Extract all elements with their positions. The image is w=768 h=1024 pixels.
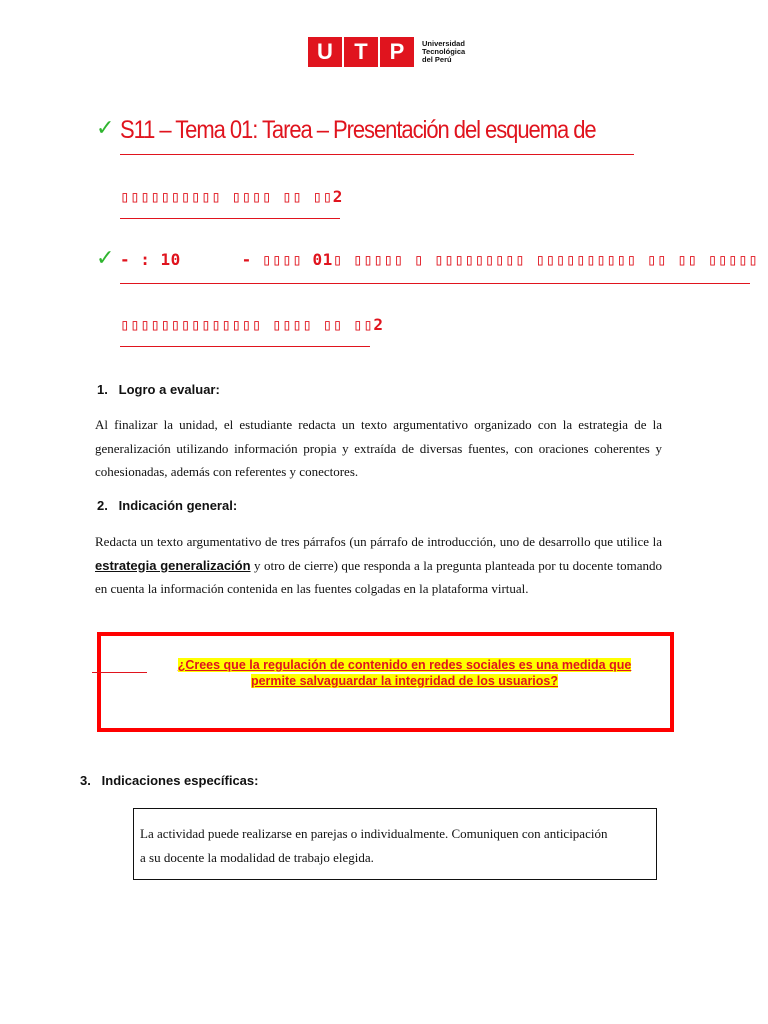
section2-text-before: Redacta un texto argumentativo de tres párrafos (un párrafo de introducción, uno de desarrollo que utilice la: [95, 534, 662, 549]
heading2-line2: ▯▯▯▯▯▯▯▯▯▯▯▯▯▯ ▯▯▯▯ ▯▯ ▯▯2: [120, 315, 384, 334]
section2-title: 2. Indicación general:: [97, 498, 238, 513]
logo-line2: Tecnológica: [422, 47, 466, 56]
heading1-line2: ▯▯▯▯▯▯▯▯▯▯ ▯▯▯▯ ▯▯ ▯▯2: [120, 187, 343, 206]
heading1-line1: S11 – Tema 01: Tarea – Presentación del esquema de: [120, 116, 596, 144]
heading1-rule1: [120, 154, 634, 155]
heading1-rule2: [120, 218, 340, 219]
heading2-rule1: [120, 283, 750, 284]
question-line2: permite salvaguardar la integridad de los usuarios?: [250, 674, 559, 688]
heading2-rule2: [120, 346, 370, 347]
check-icon: ✓: [96, 116, 115, 141]
logo-mark-p: P: [380, 37, 414, 67]
section3-title: 3. Indicaciones específicas:: [80, 773, 259, 788]
question-rule: [92, 672, 147, 673]
section2-text: [95, 530, 662, 601]
logo-mark-u: U: [308, 37, 342, 67]
section1-title: 1. Logro a evaluar:: [97, 382, 220, 397]
heading2-line1: - : 10 - ▯▯▯▯ 01▯ ▯▯▯▯▯ ▯ ▯▯▯▯▯▯▯▯▯ ▯▯▯▯▯▯▯▯▯▯ ▯▯ ▯▯ ▯▯▯▯▯: [120, 250, 759, 269]
question-line1: ¿Crees que la regulación de contenido en redes sociales es una medida que: [177, 658, 632, 672]
section3-text: La actividad puede realizarse en parejas o individualmente. Comuniquen con anticipación a su docente la modalidad de trabajo elegida.: [140, 826, 608, 865]
logo-text: [422, 40, 465, 64]
utp-logo: [308, 36, 465, 68]
logo-mark-t: T: [344, 37, 378, 67]
section2-emphasis: estrategia generalización: [95, 557, 251, 573]
check-icon: ✓: [96, 246, 115, 271]
question-text: [147, 657, 662, 689]
section2-text-after: y otro de cierre) que responda a la pregunta planteada por tu docente tomando en cuenta la información contenida en las fuentes colgadas en la plataforma virtual.: [95, 557, 662, 596]
logo-line1: Universidad: [422, 39, 465, 48]
logo-line3: del Perú: [422, 55, 452, 64]
section1-text: Al finalizar la unidad, el estudiante redacta un texto argumentativo organizado con la estrategia de la generalización utilizando información propia y extraída de diversas fuentes, con oraciones coherentes y cohesionadas, además con referentes y conectores.: [95, 417, 662, 479]
